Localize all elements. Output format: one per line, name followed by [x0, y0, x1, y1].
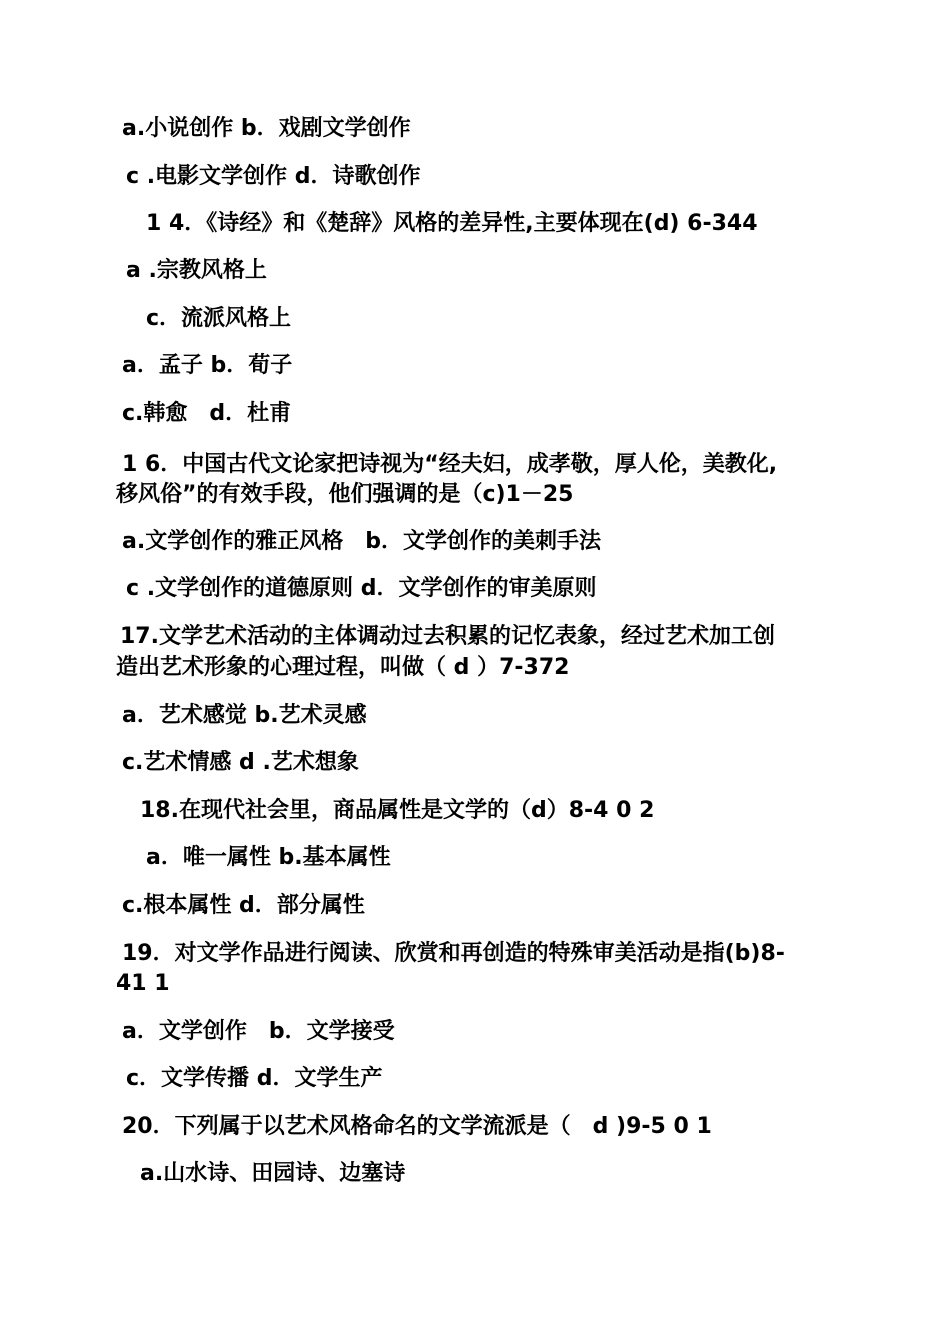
option-line-13ab: a.小说创作 b．戏剧文学创作 [122, 116, 411, 141]
option-line-20a: a.山水诗、田园诗、边塞诗 [140, 1161, 406, 1186]
option-line-17cd: c.艺术情感 d .艺术想象 [122, 750, 359, 775]
option-line-14c: c．流派风格上 [146, 306, 292, 331]
option-line-18cd: c.根本属性 d．部分属性 [122, 893, 365, 918]
question-16-line-2: 移风俗”的有效手段，他们强调的是（c)1－25 [116, 482, 574, 507]
question-20: 20．下列属于以艺术风格命名的文学流派是（ d )9-5 0 1 [122, 1114, 712, 1139]
option-line-15ab: a．孟子 b．荀子 [122, 353, 293, 378]
option-line-19cd: c．文学传播 d．文学生产 [126, 1066, 383, 1091]
question-17-line-1: 17.文学艺术活动的主体调动过去积累的记忆表象，经过艺术加工创 [120, 624, 775, 649]
option-line-15cd: c.韩愈 d．杜甫 [122, 401, 292, 426]
option-line-19ab: a．文学创作 b．文学接受 [122, 1019, 395, 1044]
question-19-line-1: 19．对文学作品进行阅读、欣赏和再创造的特殊审美活动是指(b)8- [122, 941, 785, 966]
question-19-line-2: 41 1 [116, 971, 170, 996]
question-16-line-1: 1 6．中国古代文论家把诗视为“经夫妇，成孝敬，厚人伦，美教化, [122, 452, 778, 477]
question-17-line-2: 造出艺术形象的心理过程，叫做（ d ）7-372 [116, 655, 570, 680]
option-line-18ab: a．唯一属性 b.基本属性 [146, 845, 391, 870]
option-line-14a: a .宗教风格上 [126, 258, 267, 283]
question-14: 1 4．《诗经》和《楚辞》风格的差异性,主要体现在(d) 6-344 [146, 211, 758, 236]
option-line-13cd: c .电影文学创作 d．诗歌创作 [126, 164, 421, 189]
option-line-17ab: a．艺术感觉 b.艺术灵感 [122, 703, 367, 728]
option-line-16cd: c .文学创作的道德原则 d．文学创作的审美原则 [126, 576, 597, 601]
question-18: 18.在现代社会里，商品属性是文学的（d）8-4 0 2 [140, 798, 655, 823]
option-line-16ab: a.文学创作的雅正风格 b．文学创作的美刺手法 [122, 529, 601, 554]
